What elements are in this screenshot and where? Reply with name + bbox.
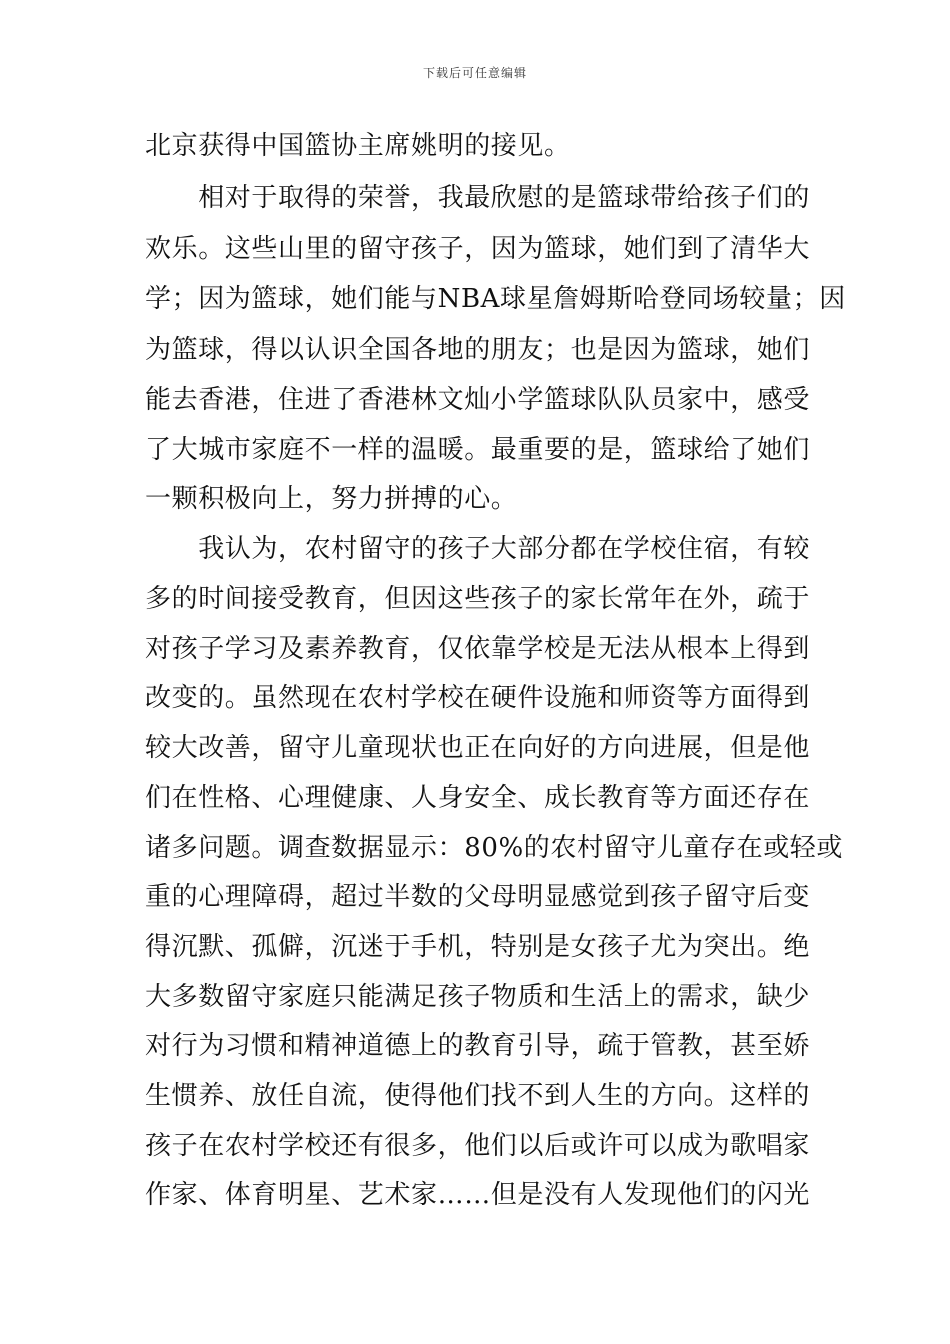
text-line: 为篮球，得以认识全国各地的朋友；也是因为篮球，她们	[145, 335, 811, 365]
text-line: 诸多问题。调查数据显示：80%的农村留守儿童存在或轻或	[145, 833, 843, 863]
text-line: 对行为习惯和精神道德上的教育引导，疏于管教，甚至娇	[145, 1031, 811, 1061]
text-line: 们在性格、心理健康、人身安全、成长教育等方面还存在	[145, 783, 811, 813]
text-line: 我认为，农村留守的孩子大部分都在学校住宿，有较	[145, 534, 811, 564]
text-line: 改变的。虽然现在农村学校在硬件设施和师资等方面得到	[145, 683, 811, 713]
text-line: 对孩子学习及素养教育，仅依靠学校是无法从根本上得到	[145, 634, 811, 664]
text-line: 较大改善，留守儿童现状也正在向好的方向进展，但是他	[145, 733, 811, 763]
text-line: 学；因为篮球，她们能与NBA球星詹姆斯哈登同场较量；因	[145, 284, 846, 314]
text-line: 相对于取得的荣誉，我最欣慰的是篮球带给孩子们的	[145, 183, 811, 213]
text-line: 了大城市家庭不一样的温暖。最重要的是，篮球给了她们	[145, 435, 811, 465]
text-line: 得沉默、孤僻，沉迷于手机，特别是女孩子尤为突出。绝	[145, 932, 811, 962]
text-line: 一颗积极向上，努力拼搏的心。	[145, 484, 518, 514]
text-line: 多的时间接受教育，但因这些孩子的家长常年在外，疏于	[145, 584, 811, 614]
text-line: 重的心理障碍，超过半数的父母明显感觉到孩子留守后变	[145, 882, 811, 912]
text-line: 欢乐。这些山里的留守孩子，因为篮球，她们到了清华大	[145, 234, 811, 264]
text-line: 生惯养、放任自流，使得他们找不到人生的方向。这样的	[145, 1081, 811, 1111]
text-line: 大多数留守家庭只能满足孩子物质和生活上的需求，缺少	[145, 982, 811, 1012]
text-line: 北京获得中国篮协主席姚明的接见。	[145, 131, 571, 161]
page-header: 下载后可任意编辑	[422, 66, 527, 80]
text-line: 能去香港，住进了香港林文灿小学篮球队队员家中，感受	[145, 385, 811, 415]
text-line: 作家、体育明星、艺术家……但是没有人发现他们的闪光	[145, 1180, 811, 1210]
text-line: 孩子在农村学校还有很多，他们以后或许可以成为歌唱家	[145, 1131, 811, 1161]
